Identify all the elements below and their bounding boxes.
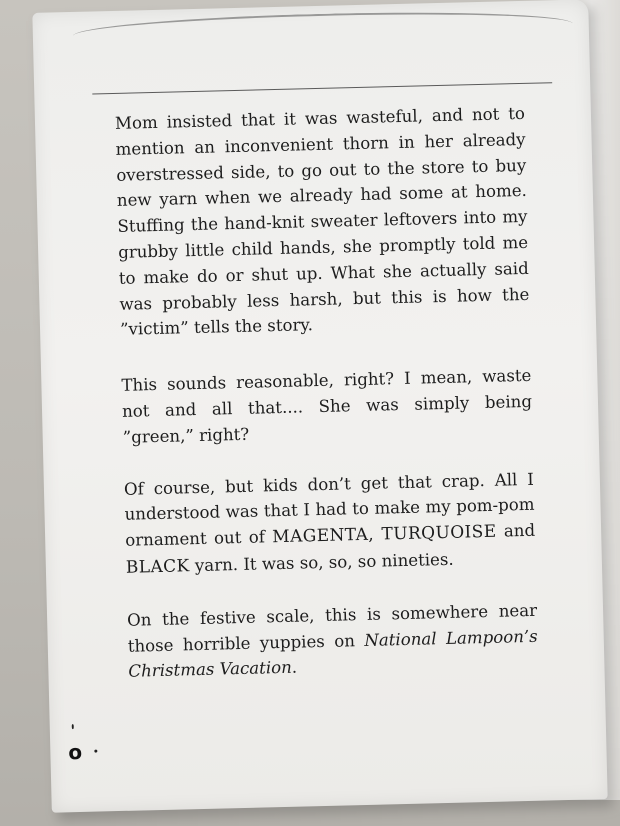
paragraph-3-after: yarn. It was so, so, so nineties. bbox=[189, 549, 454, 576]
paragraph-3-before: Of course, but kids don’t get that crap. All I understood was that I had to make my pom-pom ornament out of bbox=[123, 469, 535, 550]
color-turquoise: TURQUOISE bbox=[381, 521, 497, 545]
header-rule bbox=[92, 82, 552, 94]
movie-title: National Lampoon’s Christmas Vacation bbox=[128, 626, 538, 682]
paragraph-3-mid: and bbox=[496, 520, 536, 541]
paragraph-2-text: This sounds reasonable, right? I mean, waste not and all that.... She was simply being ”green,” right? bbox=[121, 366, 533, 447]
paragraph-4-before: On the festive scale, this is somewhere near those horrible yuppies on bbox=[126, 600, 538, 656]
ink-tick bbox=[72, 724, 74, 729]
paragraph-1 bbox=[115, 101, 531, 343]
page-number-mark: o bbox=[68, 739, 83, 765]
paragraph-2 bbox=[121, 363, 533, 450]
page-top-edge bbox=[72, 8, 573, 52]
paragraph-4-after: . bbox=[291, 657, 298, 678]
paragraph-1-text: Mom insisted that it was wasteful, and not to mention an inconvenient thorn in her already overstressed side, to go out to the store to buy new yarn when we already had some at home. Stuffing the hand-knit sweater leftovers into my grubby little child hands, she promptly told me to make do or shut up. What she actually said was probably less harsh, but this is how the ”victim” tells the story. bbox=[114, 103, 530, 340]
book-page bbox=[32, 0, 607, 813]
color-magenta: MAGENTA, bbox=[272, 524, 375, 548]
page-text bbox=[115, 101, 540, 711]
paragraph-3 bbox=[124, 466, 536, 581]
paragraph-4 bbox=[127, 598, 539, 685]
color-black: BLACK bbox=[125, 556, 190, 578]
ink-dot bbox=[94, 750, 97, 753]
